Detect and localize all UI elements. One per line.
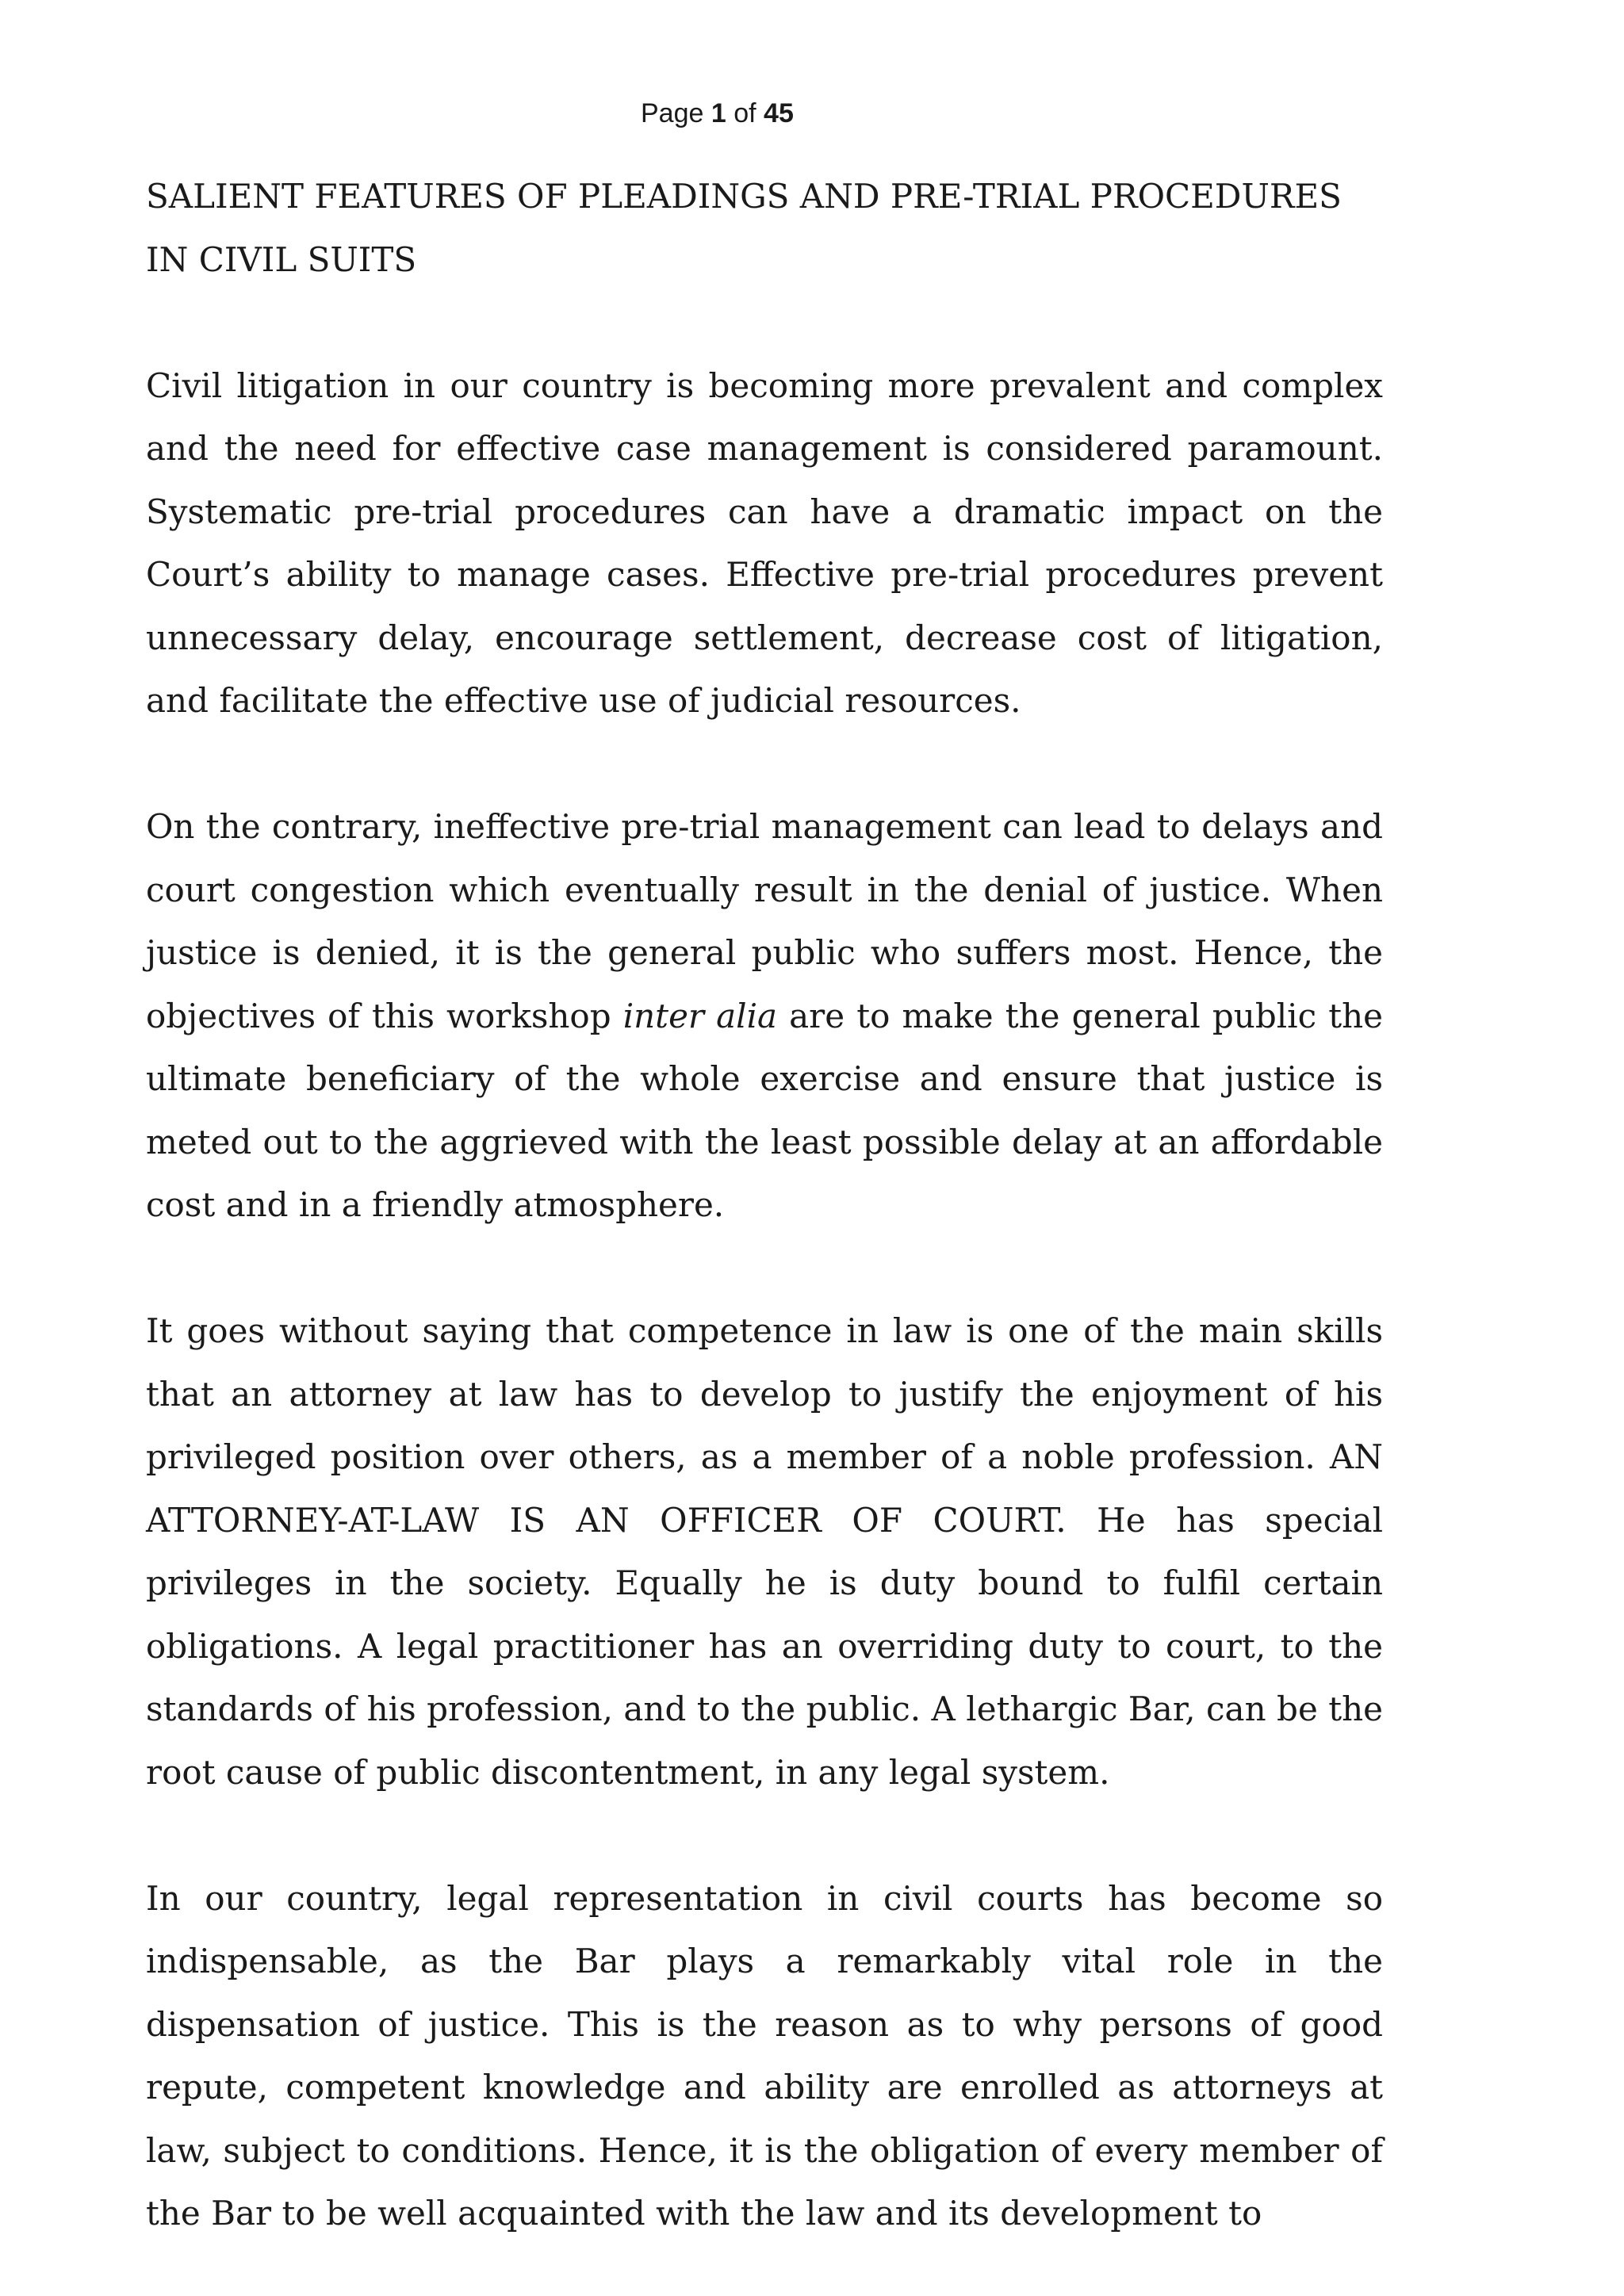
italic-phrase: inter alia [622,996,778,1035]
paragraph-text-segment: On the contrary, ineffective pre-trial management can lead to delays and court congestion which eventually result in the denial of justice. When justice is denied, it is the general public who suffers most. Hence, the objectives of this workshop [146,807,1383,1035]
page-label-prefix: Page [641,98,711,128]
page-number-header [0,94,1624,133]
document-body [146,165,1383,2245]
paragraph-pretrial-management [146,795,1383,1237]
document-title: SALIENT FEATURES OF PLEADINGS AND PRE-TRIAL PROCEDURES IN CIVIL SUITS [146,177,1342,279]
paragraph-competence-in-law: It goes without saying that competence in law is one of the main skills that an attorney at law has to develop to justify the enjoyment of his privileged position over others, as a member of a noble profession. AN ATTORNEY-AT-LAW IS AN OFFICER OF COURT. He has special privileges in the society. Equally he is duty bound to fulfil certain obligations. A legal practitioner has an overriding duty to court, to the standards of his profession, and to the public. A lethargic Bar, can be the root cause of public discontentment, in any legal system. [146,1311,1383,1792]
current-page-number: 1 [710,98,726,128]
paragraph-case-management: Civil litigation in our country is becoming more prevalent and complex and the need for effective case management is considered paramount. Systematic pre-trial procedures can have a dramatic impact on the Court’s ability to manage cases. Effective pre-trial procedures prevent unnecessary delay, encourage settlement, decrease cost of litigation, and facilitate the effective use of judicial resources. [146,365,1383,720]
paragraph-legal-representation: In our country, legal representation in civil courts has become so indispensable, as the Bar plays a remarkably vital role in the dispensation of justice. This is the reason as to why persons of good repute, competent knowledge and ability are enrolled as attorneys at law, subject to conditions. Hence, it is the obligation of every member of the Bar to be well acquainted with the law and its development to [146,1878,1383,2233]
paragraph-text-segment: are to make the general public the ultimate beneficiary of the whole exercise and ensure that justice is meted out to the aggrieved with the least possible delay at an affordable cost and in a friendly atmosphere. [146,996,1384,1224]
total-page-count: 45 [764,98,794,128]
page-label-of: of [726,98,764,128]
